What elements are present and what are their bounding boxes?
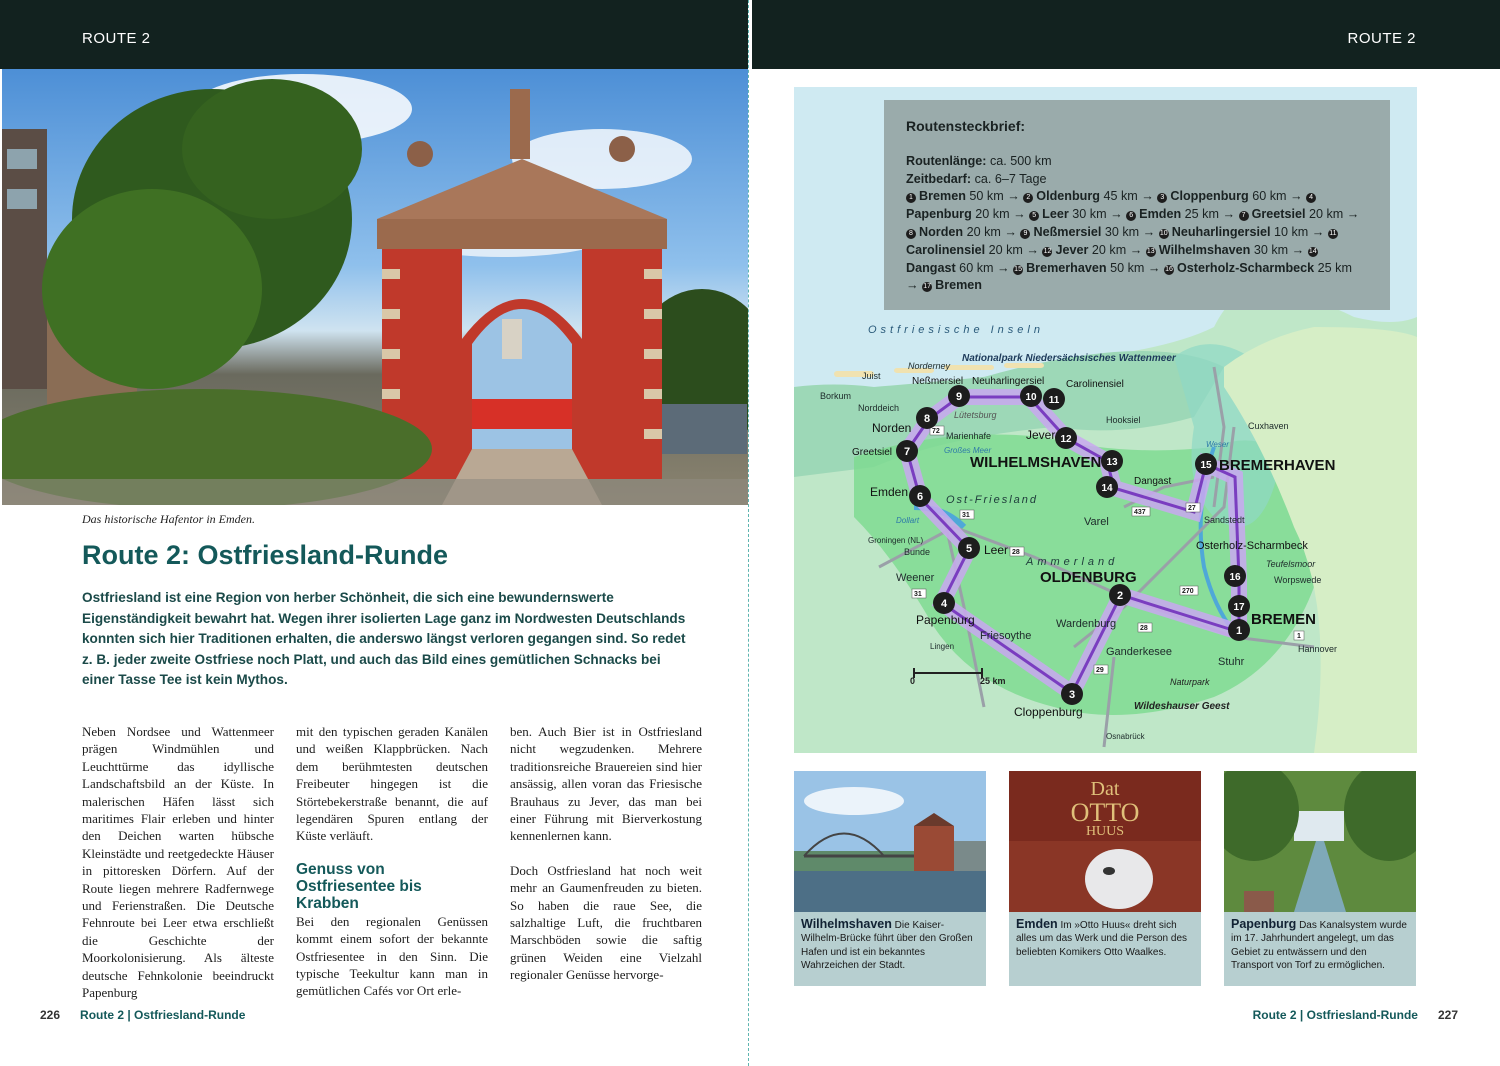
place-weener: Weener	[896, 572, 935, 584]
place-hannover: Hannover	[1298, 644, 1338, 654]
svg-text:OLDENBURG: OLDENBURG	[1040, 569, 1137, 586]
svg-text:1: 1	[1297, 633, 1301, 640]
place-norderney: Norderney	[908, 361, 951, 371]
svg-text:28: 28	[1140, 625, 1148, 632]
route-stop: 16 Osterholz-Scharmbeck 25 km →	[906, 260, 1352, 293]
thumb-photo-bridge	[794, 771, 986, 912]
footer-left-label: Route 2 | Ostfriesland-Runde	[80, 1008, 246, 1022]
route-stop: 6 Emden 25 km →	[1126, 207, 1238, 221]
route-stop: 12 Jever 20 km →	[1043, 242, 1146, 257]
map-label-islands: Ostfriesische Inseln	[868, 324, 1044, 336]
body-paragraph: Doch Ostfriesland hat noch weit mehr an Gaumenfreuden zu bieten. So haben die raue See, die salzhaltige Luft, die fruchtbaren Marschböden sowie die saftig grünen Weiden eine Vielzahl regionaler Genüsse hervorge-	[510, 862, 702, 983]
body-subheading: Genuss von Ostfriesentee bis Krabben	[296, 860, 422, 912]
thumb-card-emden	[1009, 771, 1201, 986]
place-grosses-meer: Großes Meer	[944, 446, 992, 455]
svg-text:8: 8	[923, 413, 931, 425]
place-luetetsburg: Lütetsburg	[954, 410, 997, 420]
svg-text:Dat: Dat	[1090, 778, 1120, 800]
route-summary-box	[884, 100, 1390, 310]
svg-text:7: 7	[903, 446, 911, 458]
route-marker-17	[1228, 595, 1250, 617]
svg-text:15: 15	[1200, 460, 1212, 471]
route-stop-number: 2	[1023, 193, 1033, 203]
route-stop-number: 14	[1308, 247, 1317, 255]
route-stop-number: 11	[1329, 229, 1337, 237]
hafentor-illustration	[2, 69, 748, 505]
route-stop: 1 Bremen 50 km →	[906, 189, 1023, 203]
thumb-caption: Wilhelmshaven Die Kaiser-Wilhelm-Brücke führt über den Großen Hafen und ist ein bekanntes Wahrzeichen der Stadt.	[801, 917, 973, 972]
svg-text:BREMEN: BREMEN	[1251, 611, 1317, 628]
body-paragraph: Neben Nordsee und Wattenmeer prägen Windmühlen und Leuchttürme das idyllische Landschaftsbild an der Küste. In malerischen Häfen lässt sich maritimes Flair erleben und hinter den Deichen warten hübsche Kleinstädte und reetgedeckte Häuser in pittoresken Dörfern. Auf der Route liegen mehrere Radfernwege und Ferienstraßen. Die Deutsche Fehnroute bei Leer etwa erschließt die Geschichte der Moorkolonisierung. Als älteste deutsche Fehnkolonie beeindruckt Papenburg	[82, 724, 274, 1001]
svg-text:Dangast: Dangast	[1134, 476, 1172, 487]
svg-text:31: 31	[914, 591, 922, 598]
place-groningen: Groningen (NL)	[868, 536, 924, 545]
place-borkum: Borkum	[820, 391, 852, 401]
place-worpswede: Worpswede	[1274, 575, 1322, 585]
place-varel: Varel	[1084, 516, 1109, 528]
scale-start-label: 0	[910, 676, 916, 686]
svg-text:4: 4	[940, 598, 948, 610]
place-dollart: Dollart	[896, 516, 920, 525]
place-sandstedt: Sandstedt	[1204, 515, 1245, 525]
running-header-left	[0, 0, 748, 69]
svg-text:Neuharlingersiel: Neuharlingersiel	[972, 376, 1045, 387]
svg-text:270: 270	[1182, 588, 1194, 595]
svg-text:28: 28	[1012, 549, 1020, 556]
hero-photo-hafentor	[2, 69, 748, 505]
svg-text:WILHELMSHAVEN: WILHELMSHAVEN	[970, 454, 1102, 471]
map-label-ammerland: Ammerland	[1026, 556, 1119, 568]
route-stop-number: 6	[1126, 211, 1136, 221]
route-stop-number: 10	[1159, 229, 1168, 237]
route-stop-number: 7	[1239, 211, 1249, 221]
route-stop: 9 Neßmersiel 30 km →	[1020, 225, 1158, 239]
body-column-3	[510, 723, 702, 984]
route-stop-number: 8	[906, 229, 916, 239]
svg-text:11: 11	[1048, 395, 1060, 406]
svg-text:13: 13	[1106, 457, 1118, 468]
thumb-caption: Emden Im »Otto Huus« dreht sich alles um das Werk und die Person des beliebten Komikers Otto Waalkes.	[1016, 917, 1188, 958]
route-stop: 8 Norden 20 km →	[906, 225, 1020, 239]
route-marker-13	[970, 450, 1123, 472]
footer-right	[1253, 1008, 1458, 1022]
scale-end-label: 25 km	[980, 676, 1006, 686]
route-summary-title: Routensteckbrief:	[906, 118, 1026, 134]
map-label-naturpark: Naturpark	[1170, 677, 1210, 687]
thumb-photo-canal	[1224, 771, 1416, 912]
place-teufelsmoor: Teufelsmoor	[1266, 559, 1316, 569]
map-label-ostfriesland: Ost-Friesland	[946, 494, 1039, 506]
place-marienhafe: Marienhafe	[946, 431, 992, 441]
place-friesoythe: Friesoythe	[980, 630, 1032, 642]
svg-text:27: 27	[1188, 505, 1196, 512]
page-number-right: 227	[1437, 1008, 1458, 1022]
route-stop: 3 Cloppenburg 60 km →	[1157, 189, 1306, 203]
place-bunde: Bunde	[904, 547, 931, 557]
svg-text:Leer: Leer	[984, 543, 1009, 557]
svg-text:16: 16	[1229, 572, 1241, 583]
place-juist: Juist	[862, 371, 881, 381]
route-stop-number: 4	[1306, 193, 1316, 203]
page-number-left: 226	[40, 1008, 61, 1022]
svg-text:10: 10	[1025, 392, 1037, 403]
svg-text:BREMERHAVEN: BREMERHAVEN	[1219, 457, 1336, 474]
svg-text:Carolinensiel: Carolinensiel	[1066, 379, 1124, 390]
svg-text:72: 72	[932, 428, 940, 435]
map-label-geest: Wildeshauser Geest	[1134, 701, 1230, 712]
route-stop: 11Carolinensiel 20 km →	[906, 229, 1337, 257]
body-paragraph: ben. Auch Bier ist in Ostfriesland nicht wegzudenken. Mehrere traditionsreiche Brauereien sind hier ansässig, allen voran das Friesische Brauhaus zu Jever, das man bei einer Führung mit Bierverkostung kennenlernen kann.	[510, 724, 702, 844]
svg-text:17: 17	[1233, 602, 1245, 613]
svg-text:1: 1	[1235, 625, 1243, 637]
svg-text:Neßmersiel: Neßmersiel	[912, 376, 964, 387]
footer-left	[40, 1008, 245, 1022]
route-stop: 5 Leer 30 km →	[1029, 207, 1126, 221]
place-lingen: Lingen	[930, 642, 955, 651]
route-stop-number: 9	[1020, 229, 1030, 239]
body-paragraph: mit den typischen geraden Kanälen und weißen Klappbrücken. Nach dem berühmtesten deutschen Freibeuter hingegen ist die Störtebekerstraße benannt, die auf legendären Spuren entlang der Küste verläuft.	[296, 724, 488, 844]
thumb-card-papenburg	[1224, 771, 1416, 986]
place-norddeich: Norddeich	[858, 403, 900, 413]
route-stops-list	[906, 188, 1368, 295]
svg-text:3: 3	[1068, 689, 1076, 701]
route-stop: 10 Neuharlingersiel 10 km →	[1159, 224, 1328, 239]
hero-caption: Das historische Hafentor in Emden.	[82, 512, 255, 526]
route-stop-number: 17	[923, 283, 931, 291]
body-column-2	[296, 723, 488, 1000]
place-hooksiel: Hooksiel	[1106, 415, 1141, 425]
thumb-photo-otto-huus	[1009, 771, 1201, 912]
route-stop: 14Dangast 60 km →	[906, 247, 1317, 275]
route-stop: 4Papenburg 20 km →	[906, 189, 1319, 221]
thumb-caption: Papenburg Das Kanalsystem wurde im 17. Jahrhundert angelegt, um das Gebiet zu entwässern und den Transport von Torf zu ermöglichen.	[1231, 917, 1407, 972]
body-paragraph: Bei den regionalen Genüssen kommt einem sofort der bekannte Ostfriesentee in den Sinn. Die typische Teekultur kann man in gemütlichen Cafés vor Ort erle-	[296, 913, 488, 999]
running-header-right	[752, 0, 1500, 69]
svg-text:Papenburg: Papenburg	[916, 613, 975, 627]
route-stop-number: 3	[1157, 193, 1167, 203]
article-title: Route 2: Ostfriesland-Runde	[82, 540, 449, 570]
page-gutter	[748, 0, 752, 1066]
svg-text:Emden: Emden	[870, 485, 909, 499]
svg-text:Osterholz-Scharmbeck: Osterholz-Scharmbeck	[1196, 540, 1308, 552]
route-length-line: Routenlänge: ca. 500 km	[906, 153, 1052, 168]
svg-text:6: 6	[916, 491, 924, 503]
body-column-1	[82, 723, 274, 1002]
route-stop-number: 16	[1165, 265, 1173, 273]
map-label-national-park: Nationalpark Niedersächsisches Wattenmeer	[962, 353, 1176, 364]
route-stop: 2 Oldenburg 45 km →	[1023, 189, 1157, 203]
route-stop-number: 12	[1043, 247, 1052, 255]
svg-text:9: 9	[955, 391, 963, 403]
svg-text:2: 2	[1116, 590, 1124, 602]
place-wardenburg: Wardenburg	[1056, 618, 1117, 630]
route-stop: 15 Bremerhaven 50 km →	[1014, 260, 1164, 275]
route-stop-number: 13	[1146, 247, 1155, 255]
route-stop: 7 Greetsiel 20 km →	[1239, 207, 1360, 221]
footer-right-label: Route 2 | Ostfriesland-Runde	[1252, 1008, 1418, 1022]
svg-text:Cloppenburg: Cloppenburg	[1014, 705, 1083, 719]
place-stuhr: Stuhr	[1218, 656, 1245, 668]
svg-text:Greetsiel: Greetsiel	[852, 447, 893, 458]
route-stop-number: 1	[906, 193, 916, 203]
svg-text:12: 12	[1060, 434, 1072, 445]
svg-text:29: 29	[1096, 667, 1104, 674]
svg-text:5: 5	[965, 543, 973, 555]
svg-text:31: 31	[962, 512, 970, 519]
place-osnabrueck: Osnabrück	[1106, 732, 1145, 741]
place-cuxhaven: Cuxhaven	[1248, 421, 1289, 431]
route-stop: 13 Wilhelmshaven 30 km →	[1146, 242, 1308, 257]
svg-text:OTTO: OTTO	[1070, 798, 1140, 827]
article-lead: Ostfriesland ist eine Region von herber Schönheit, die sich eine bewundernswerte Eigenständigkeit bewahrt hat. Wegen ihrer isolierten Lage ganz im Nordwesten Deutschlands konnten sich hier Traditionen erhalten, die anderswo längst verloren gegangen sind. So redet z. B. jeder zweite Ostfriese noch Platt, und auch das Bild eines gemütlichen Schnacks bei einer Tasse Tee ist kein Mythos.	[82, 590, 686, 688]
running-header-right-label: ROUTE 2	[1347, 30, 1416, 47]
svg-text:14: 14	[1101, 483, 1113, 494]
route-stop: 17 Bremen	[923, 278, 982, 293]
thumb-card-wilhelmshaven	[794, 771, 986, 986]
svg-text:437: 437	[1134, 509, 1146, 516]
running-header-left-label: ROUTE 2	[82, 30, 151, 47]
route-stop-number: 5	[1029, 211, 1039, 221]
route-time-line: Zeitbedarf: ca. 6–7 Tage	[906, 171, 1047, 186]
svg-text:HUUS: HUUS	[1085, 824, 1125, 839]
svg-text:Norden: Norden	[872, 421, 912, 435]
route-stop-number: 15	[1014, 265, 1022, 273]
place-ganderkesee: Ganderkesee	[1106, 646, 1173, 658]
place-weser: Weser	[1206, 440, 1229, 449]
svg-text:Jever: Jever	[1026, 428, 1056, 442]
